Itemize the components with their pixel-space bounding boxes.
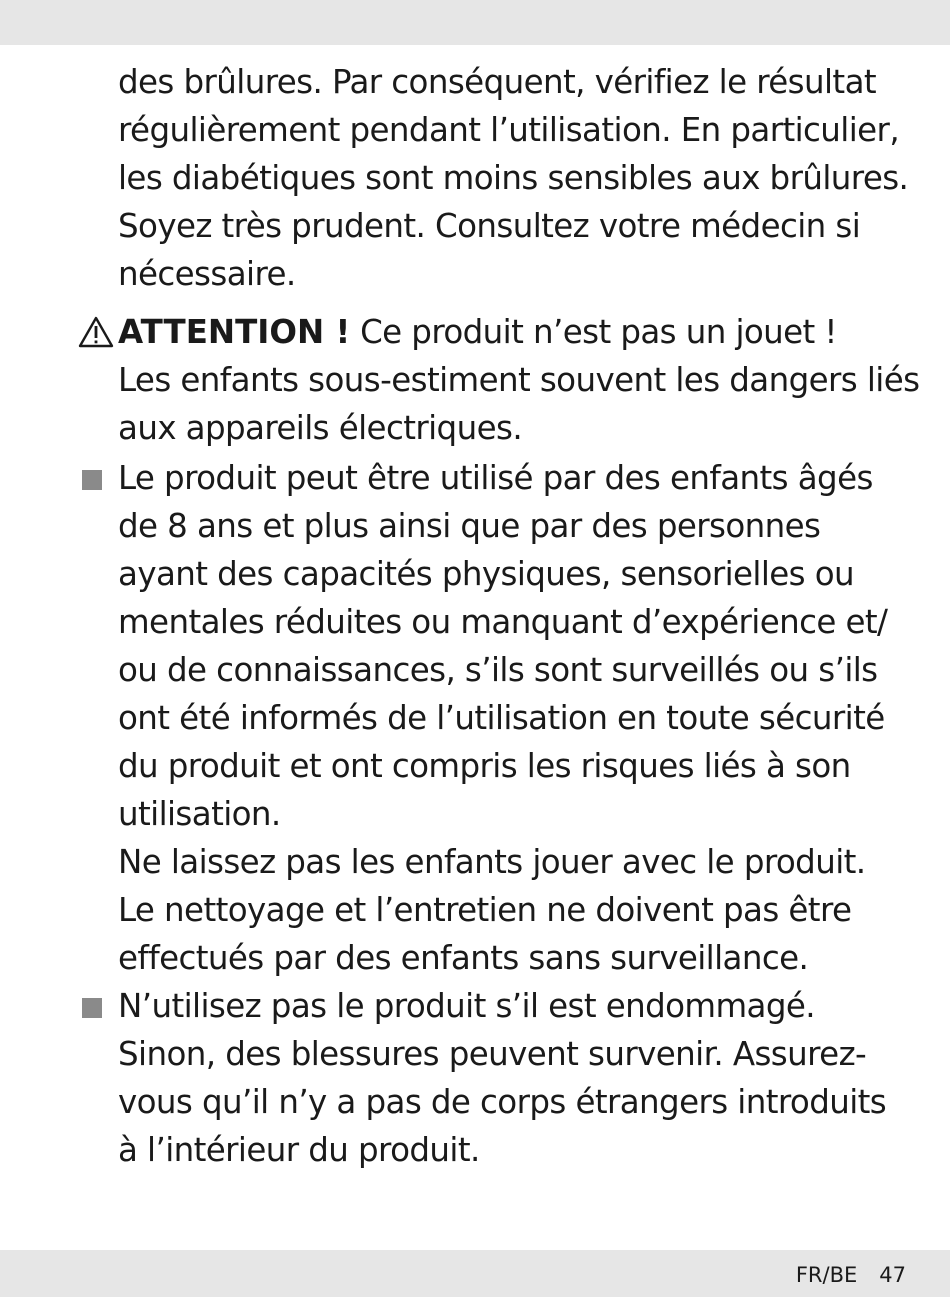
text-line: ayant des capacités physiques, sensorielles ou: [118, 555, 855, 593]
text-line: de 8 ans et plus ainsi que par des personnes: [118, 507, 821, 545]
text-line: vous qu’il n’y a pas de corps étrangers introduits: [118, 1083, 887, 1121]
text-line: à l’intérieur du produit.: [118, 1131, 480, 1169]
text-line: ou de connaissances, s’ils sont surveillés ou s’ils: [118, 651, 878, 689]
page-footer: [796, 1263, 906, 1287]
text-line: Le nettoyage et l’entretien ne doivent pas être: [118, 891, 852, 929]
text-line: mentales réduites ou manquant d’expérience et/: [118, 603, 888, 641]
header-band: [0, 0, 950, 45]
text-line: régulièrement pendant l’utilisation. En particulier,: [118, 111, 900, 149]
page-number: 47: [879, 1263, 906, 1287]
warning-label: ATTENTION !: [118, 313, 351, 351]
text-line: les diabétiques sont moins sensibles aux brûlures.: [118, 159, 909, 197]
text-line: Soyez très prudent. Consultez votre médecin si: [118, 207, 861, 245]
text-line: du produit et ont compris les risques liés à son: [118, 747, 851, 785]
warning-line: [118, 308, 837, 356]
square-bullet-icon: [82, 998, 102, 1018]
text-line: Ne laissez pas les enfants jouer avec le produit.: [118, 843, 866, 881]
warning-text: Ce produit n’est pas un jouet !: [350, 313, 837, 351]
text-line: aux appareils électriques.: [118, 409, 523, 447]
text-line: des brûlures. Par conséquent, vérifiez le résultat: [118, 63, 877, 101]
text-line: ont été informés de l’utilisation en toute sécurité: [118, 699, 885, 737]
footer-locale: FR/BE: [795, 1263, 858, 1287]
text-line: nécessaire.: [118, 255, 296, 293]
warning-triangle-icon: [78, 316, 114, 348]
text-line: Les enfants sous-estiment souvent les dangers liés: [118, 361, 920, 399]
text-line: Sinon, des blessures peuvent survenir. Assurez-: [118, 1035, 867, 1073]
text-line: N’utilisez pas le produit s’il est endommagé.: [118, 987, 815, 1025]
square-bullet-icon: [82, 470, 102, 490]
text-line: Le produit peut être utilisé par des enfants âgés: [118, 459, 873, 497]
text-line: effectués par des enfants sans surveillance.: [118, 939, 809, 977]
text-line: utilisation.: [118, 795, 281, 833]
